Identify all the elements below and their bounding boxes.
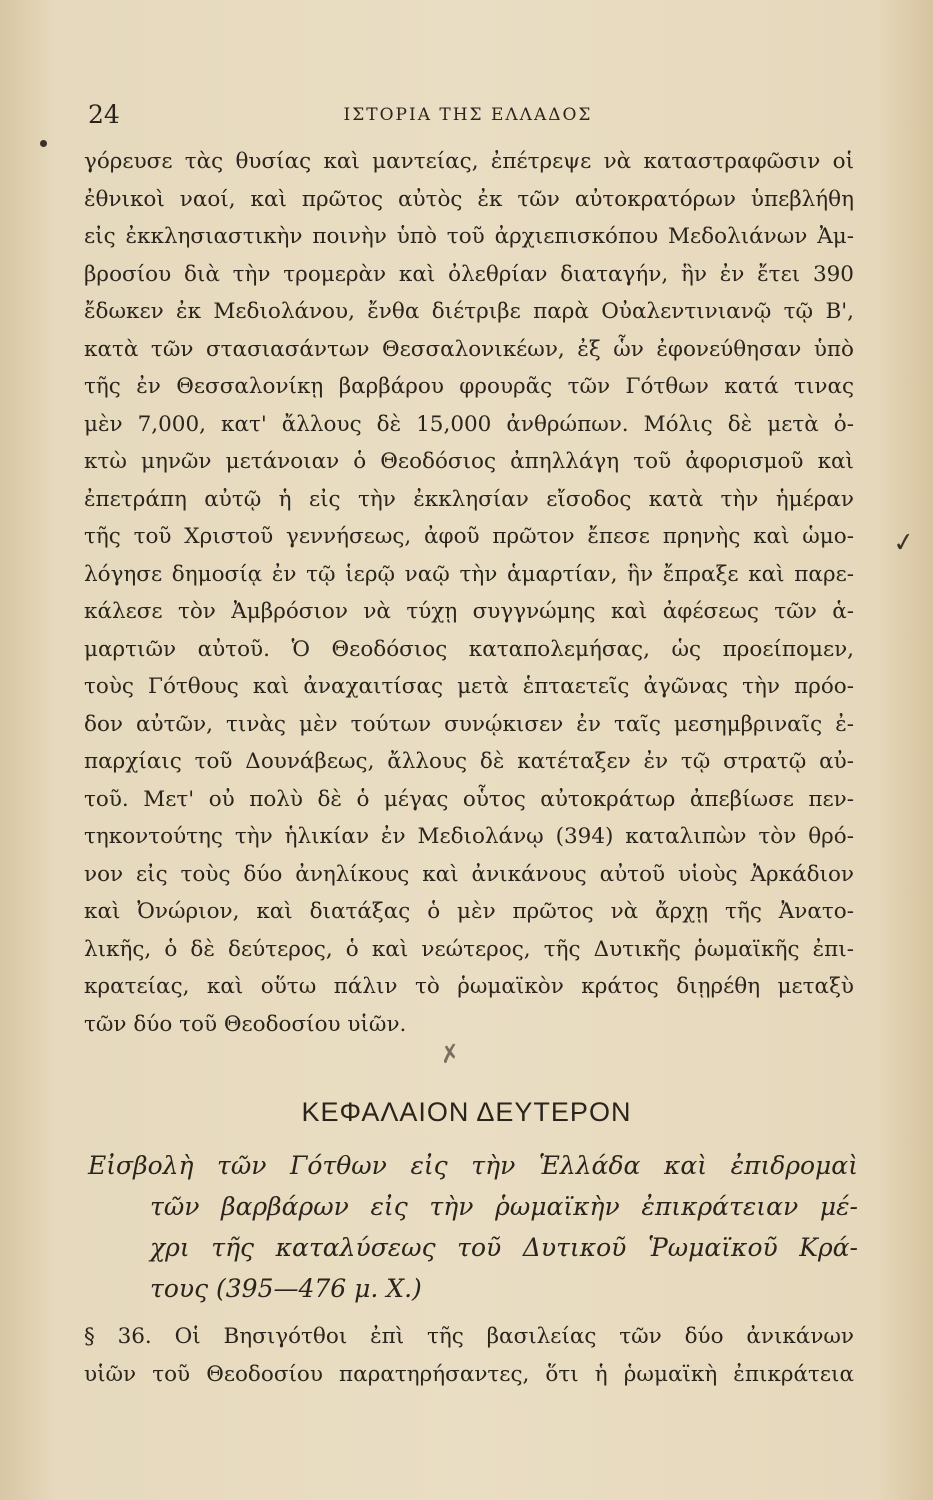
text-line: κτὼ μηνῶν μετάνοιαν ὁ Θεοδόσιος ἀπηλλάγη τοῦ ἀφορισμοῦ καὶ	[84, 449, 854, 474]
page-number: 24	[88, 100, 120, 129]
chapter-subtitle	[0, 1145, 933, 1309]
text-line: παρχίαις τοῦ Δουνάβεως, ἄλλους δὲ κατέταξεν ἐν τῷ στρατῷ αὐ-	[84, 749, 854, 774]
text-line: γόρευσε τὰς θυσίας καὶ μαντείας, ἐπέτρεψε νὰ καταστραφῶσιν οἱ	[84, 149, 854, 174]
text-line: τῆς ἐν Θεσσαλονίκῃ βαρβάρου φρουρᾶς τῶν Γότθων κατά τινας	[84, 374, 854, 399]
text-line: καὶ Ὀνώριον, καὶ διατάξας ὁ μὲν πρῶτος νὰ ἄρχῃ τῆς Ἀνατο-	[84, 899, 854, 924]
text-line: § 36. Οἱ Βησιγότθοι ἐπὶ τῆς βασιλείας τῶν δύο ἀνικάνων	[84, 1324, 854, 1349]
subtitle-line: τῶν βαρβάρων εἰς τὴν ῥωμαϊκὴν ἐπικράτειαν μέ-	[150, 1192, 858, 1221]
page-header	[88, 100, 848, 136]
text-line: τοῦ. Μετ' οὐ πολὺ δὲ ὁ μέγας οὗτος αὐτοκράτωρ ἀπεβίωσε πεν-	[84, 786, 854, 812]
section-36-text	[84, 1318, 854, 1393]
text-line: ἐπετράπη αὐτῷ ἡ εἰς τὴν ἐκκλησίαν εἴσοδος κατὰ τὴν ἡμέραν	[84, 486, 854, 512]
margin-pencil-mark-icon: ✓	[891, 526, 917, 560]
text-line: τηκοντούτης τὴν ἡλικίαν ἐν Μεδιολάνῳ (394) καταλιπὼν τὸν θρό-	[84, 824, 854, 849]
text-line: λικῆς, ὁ δὲ δεύτερος, ὁ καὶ νεώτερος, τῆς Δυτικῆς ῥωμαϊκῆς ἐπι-	[84, 936, 854, 962]
subtitle-line: Εἰσβολὴ τῶν Γότθων εἰς τὴν Ἑλλάδα καὶ ἐπιδρομαὶ	[88, 1151, 858, 1180]
margin-bullet-icon	[40, 140, 47, 147]
text-line: κάλεσε τὸν Ἀμβρόσιον νὰ τύχῃ συγγνώμης καὶ ἀφέσεως τῶν ἁ-	[84, 599, 854, 624]
text-line: μὲν 7,000, κατ' ἄλλους δὲ 15,000 ἀνθρώπων. Μόλις δὲ μετὰ ὀ-	[84, 411, 854, 437]
text-line: μαρτιῶν αὐτοῦ. Ὁ Θεοδόσιος καταπολεμήσας, ὡς προείπομεν,	[84, 636, 854, 662]
text-line: τῆς τοῦ Χριστοῦ γεννήσεως, ἀφοῦ πρῶτον ἔπεσε πρηνὴς καὶ ὡμο-	[84, 524, 854, 549]
running-head: ΙΣΤΟΡΙΑ ΤΗΣ ΕΛΛΑΔΟΣ	[343, 105, 593, 125]
text-line: βροσίου διὰ τὴν τρομερὰν καὶ ὀλεθρίαν διαταγήν, ἣν ἐν ἔτει 390	[84, 261, 854, 287]
text-line: δον αὐτῶν, τινὰς μὲν τούτων συνῴκισεν ἐν ταῖς μεσημβριναῖς ἐ-	[84, 711, 854, 737]
text-line: κατὰ τῶν στασιασάντων Θεσσαλονικέων, ἐξ ὧν ἐφονεύθησαν ὑπὸ	[84, 336, 854, 362]
text-line: τῶν δύο τοῦ Θεοδοσίου υἱῶν.	[84, 1011, 407, 1037]
chapter-heading: ΚΕΦΑΛΑΙΟΝ ΔΕΥΤΕΡΟΝ	[301, 1097, 632, 1127]
text-line: λόγησε δημοσίᾳ ἐν τῷ ἱερῷ ναῷ τὴν ἁμαρτίαν, ἣν ἔπραξε καὶ παρε-	[84, 561, 854, 587]
text-line: εἰς ἐκκλησιαστικὴν ποινὴν ὑπὸ τοῦ ἀρχιεπισκόπου Μεδολιάνων Ἀμ-	[84, 224, 854, 249]
text-line: τοὺς Γότθους καὶ ἀναχαιτίσας μετὰ ἑπταετεῖς ἀγῶνας τὴν πρόο-	[84, 674, 854, 699]
text-line: νον εἰς τοὺς δύο ἀνηλίκους καὶ ἀνικάνους αὐτοῦ υἱοὺς Ἀρκάδιον	[84, 861, 854, 887]
pencil-mark-icon: ✗	[437, 1038, 463, 1070]
text-line: ἔδωκεν ἐκ Μεδιολάνου, ἔνθα διέτριβε παρὰ Οὐαλεντινιανῷ τῷ Β',	[84, 299, 854, 324]
text-line: υἱῶν τοῦ Θεοδοσίου παρατηρήσαντες, ὅτι ἡ ῥωμαϊκὴ ἐπικράτεια	[84, 1361, 854, 1387]
text-line: ἐθνικοὶ ναοί, καὶ πρῶτος αὐτὸς ἐκ τῶν αὐτοκρατόρων ὑπεβλήθη	[84, 186, 854, 212]
subtitle-line: χρι τῆς καταλύσεως τοῦ Δυτικοῦ Ῥωμαϊκοῦ Κρά-	[150, 1233, 858, 1262]
text-line: κρατείας, καὶ οὕτω πάλιν τὸ ῥωμαϊκὸν κράτος διῃρέθη μεταξὺ	[84, 974, 854, 999]
body-text	[84, 143, 854, 1043]
subtitle-line: τους (395—476 μ. Χ.)	[150, 1274, 422, 1303]
